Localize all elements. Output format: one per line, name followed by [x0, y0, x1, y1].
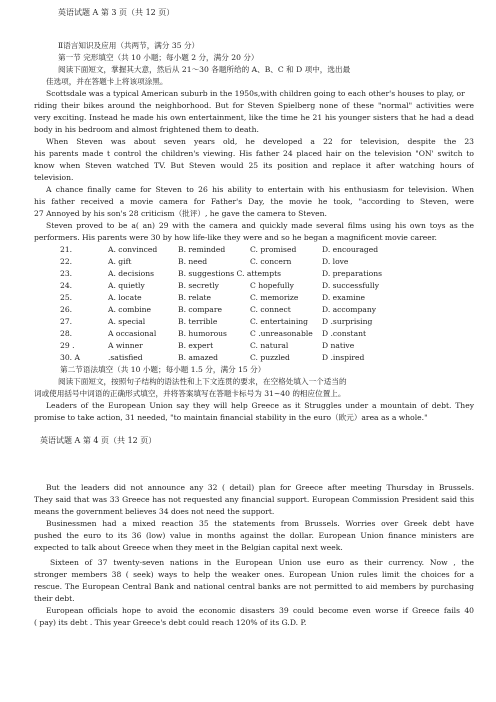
option-row: 29 . A winner B. expert C. natural D native: [60, 341, 355, 350]
passage-line: Steven proved to be a( an) 29 with the camera and quickly made several films using his own toys as the: [46, 221, 474, 230]
part1-title: 第一节 完形填空（共 10 小题；每小题 2 分，满分 20 分）: [58, 53, 259, 62]
page-header-b: 英语试题 A 第 4 页（共 12 页）: [40, 436, 157, 445]
passage-line: Businessmen had a mixed reaction 35 the statements from Brussels. Worries over Greek debt have: [46, 519, 474, 528]
passage-line: means the government believes 34 does not need the support.: [34, 507, 275, 516]
passage-line: 27 Annoyed by his son's 28 criticism（批评）, he gave the camera to Steven.: [34, 209, 327, 218]
passage-line: Leaders of the European Union say they will help Greece as it Struggles under a mountain of debt. They: [46, 401, 474, 410]
part1-instruction-1: 阅读下面短文，掌握其大意，然后从 21～30 各题所给的 A、B、C 和 D 项中，选出最: [58, 65, 351, 74]
passage-line: European officials hope to avoid the economic disasters 39 could become even worse if Greece fails 40: [46, 606, 474, 615]
passage-line: television.: [34, 173, 74, 182]
part1-instruction-2: 佳选项，并在答题卡上将该项涂黑。: [46, 77, 168, 86]
passage-line: stronger members 38 ( seek) ways to help the weaker ones. European Union rules limit the choices for a: [34, 570, 474, 579]
passage-line: When Steven was about seven years old, he developed a 22 for television, despite the 23: [46, 137, 474, 146]
passage-line: Sixteen of 37 twenty-seven nations in the European Union use euro as their currency. Now , the: [50, 558, 474, 567]
option-row: 22. A. gift B. need C. concern D. love: [60, 257, 349, 266]
option-row: 30. A .satisfied B. amazed C. puzzled D .inspired: [60, 353, 365, 362]
option-row: 24. A. quietly B. secretly C hopefully D. successfully: [60, 281, 380, 290]
section-title: Ⅱ语言知识及应用（共两节，满分 35 分）: [58, 41, 200, 50]
passage-line: rescue. The European Central Bank and national central banks are not permitted to aid members by purchasing: [34, 582, 474, 591]
passage-line: A chance finally came for Steven to 26 his ability to entertain with his enthusiasm for television. When: [46, 185, 474, 194]
part2-instruction-1: 阅读下面短文，按照句子结构的语法性和上下文连贯的要求，在空格处填入一个适当的: [58, 377, 347, 386]
option-row: 25. A. locate B. relate C. memorize D. examine: [60, 293, 365, 302]
passage-line: performers. His parents were 30 by how life-like they were and so he began a magnificent movie career.: [34, 233, 437, 242]
passage-line: riding their bikes around the neighborhood. But for Steven Spielberg none of these "normal" activities were: [34, 101, 474, 110]
passage-line: They said that was 33 Greece has not requested any financial support. European Commission President said this: [34, 495, 474, 504]
passage-line: his parents made t control the children's viewing. His father 24 placed hair on the television "ON' switch to: [34, 149, 474, 158]
passage-line: Scottsdale was a typical American suburb in the 1950s,with children going to each other's houses to play, or: [46, 89, 465, 98]
passage-line: But the leaders did not announce any 32 ( detail) plan for Greece after meeting Thursday in Brussels.: [46, 483, 474, 492]
passage-line: expected to talk about Greece when they meet in the Belgian capital next week.: [34, 543, 343, 552]
passage-line: promise to take action, 31 needed, "to maintain financial stability in the euro（欧元）area as a whole.": [34, 413, 428, 422]
passage-line: their debt.: [34, 594, 75, 603]
option-row: 23. A. decisions B. suggestions C. attempts D. preparations: [60, 269, 383, 278]
passage-line: his father received a movie camera for Father's Day, the movie he took, "according to Steven, were: [34, 197, 474, 206]
option-row: 28. A occasional B. humorous C .unreasonable D .constant: [60, 329, 367, 338]
passage-line: very exciting. Instead he made his own entertainment, like the time he 21 his younger sisters that he had a dead: [34, 113, 474, 122]
passage-line: ( pay) its debt . This year Greece's debt could reach 120% of its G.D. P.: [34, 618, 307, 627]
option-row: 27. A. special B. terrible C. entertaining D .surprising: [60, 317, 373, 326]
option-row: 21. A. convinced B. reminded C. promised D. encouraged: [60, 245, 379, 254]
passage-line: body in his bedroom and almost frightened them to death.: [34, 125, 259, 134]
page-header-a: 英语试题 A 第 3 页（共 12 页）: [58, 8, 175, 17]
passage-line: know when Steven watched TV. But Steven would 25 its position and replace it after watching hours of: [34, 161, 474, 170]
part2-title: 第二节语法填空（共 10 小题；每小题 1.5 分，满分 15 分）: [60, 365, 266, 374]
option-row: 26. A. combine B. compare C. connect D. accompany: [60, 305, 377, 314]
part2-instruction-2: 词或使用括号中词语的正确形式填空，并将答案填写在答题卡标号为 31~40 的相应位置上。: [34, 389, 346, 398]
passage-line: pushed the euro to its 36 (low) value in months against the dollar. European Union finance ministers are: [34, 531, 474, 540]
